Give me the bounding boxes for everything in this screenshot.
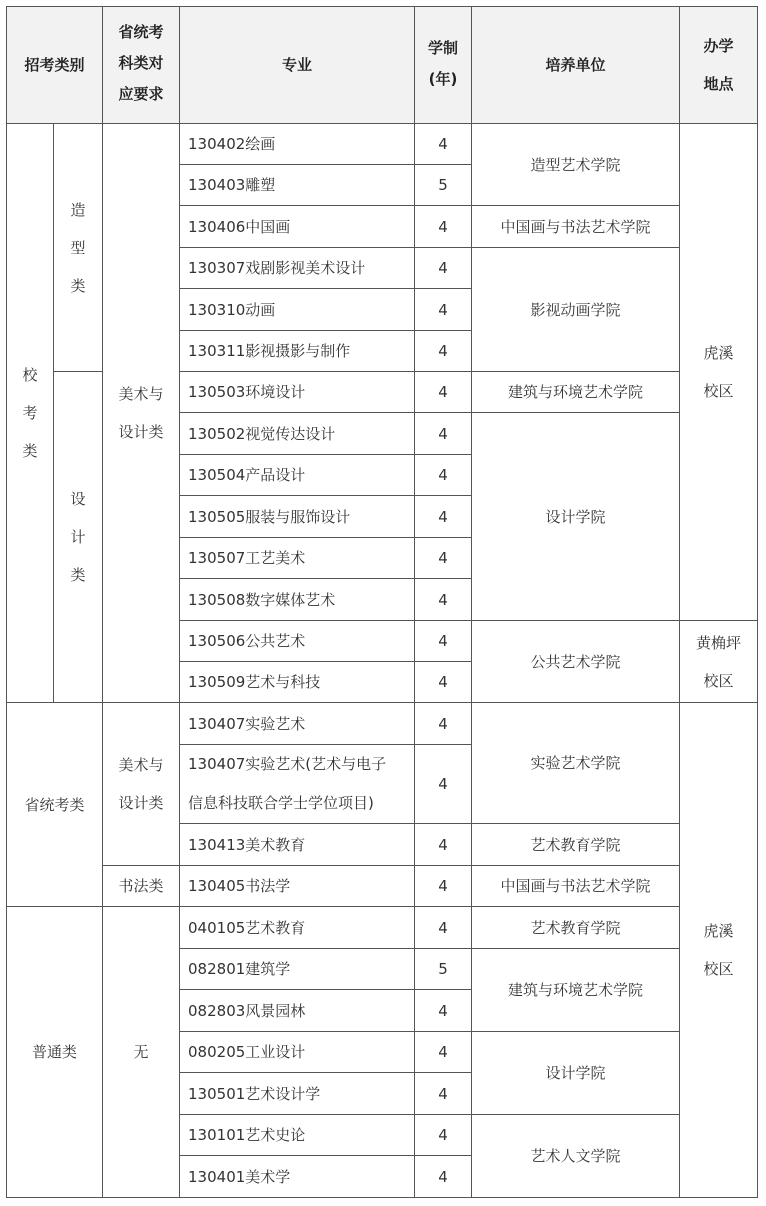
years-cell: 4 <box>415 331 472 372</box>
major-cell: 130405书法学 <box>180 866 415 907</box>
years-cell: 5 <box>415 165 472 206</box>
years-cell: 4 <box>415 703 472 745</box>
years-cell: 4 <box>415 1115 472 1156</box>
header-major: 专业 <box>180 7 415 124</box>
years-cell: 4 <box>415 662 472 703</box>
years-cell: 4 <box>415 538 472 579</box>
years-cell: 4 <box>415 990 472 1032</box>
years-cell: 4 <box>415 1032 472 1073</box>
group-general: 普通类 <box>7 907 103 1198</box>
major-cell: 130413美术教育 <box>180 824 415 866</box>
years-cell: 4 <box>415 455 472 496</box>
unit-cell: 造型艺术学院 <box>472 124 680 206</box>
unit-cell: 设计学院 <box>472 413 680 621</box>
unit-cell: 艺术教育学院 <box>472 907 680 949</box>
subgroup-design: 设 计 类 <box>54 372 103 703</box>
major-cell: 130402绘画 <box>180 124 415 165</box>
years-cell: 4 <box>415 496 472 538</box>
years-cell: 4 <box>415 413 472 455</box>
major-cell: 040105艺术教育 <box>180 907 415 949</box>
years-cell: 4 <box>415 1073 472 1115</box>
years-cell: 4 <box>415 824 472 866</box>
campus-huxi: 虎溪 校区 <box>680 124 758 621</box>
requirement-art-design: 美术与 设计类 <box>103 703 180 866</box>
admissions-table <box>6 6 758 1198</box>
requirement-calligraphy: 书法类 <box>103 866 180 907</box>
years-cell: 4 <box>415 907 472 949</box>
major-cell: 130101艺术史论 <box>180 1115 415 1156</box>
unit-cell: 影视动画学院 <box>472 248 680 372</box>
group-provincial: 省统考类 <box>7 703 103 907</box>
major-cell: 130407实验艺术 <box>180 703 415 745</box>
campus-huanggaoping: 黄桷坪 校区 <box>680 621 758 703</box>
campus-huxi: 虎溪 校区 <box>680 703 758 1198</box>
major-cell: 130509艺术与科技 <box>180 662 415 703</box>
requirement-none: 无 <box>103 907 180 1198</box>
unit-cell: 中国画与书法艺术学院 <box>472 206 680 248</box>
years-cell: 4 <box>415 124 472 165</box>
years-cell: 4 <box>415 745 472 824</box>
table-row <box>7 703 758 745</box>
header-unit: 培养单位 <box>472 7 680 124</box>
unit-cell: 建筑与环境艺术学院 <box>472 372 680 413</box>
unit-cell: 设计学院 <box>472 1032 680 1115</box>
unit-cell: 建筑与环境艺术学院 <box>472 949 680 1032</box>
years-cell: 4 <box>415 866 472 907</box>
header-duration: 学制 (年) <box>415 7 472 124</box>
years-cell: 4 <box>415 621 472 662</box>
header-requirement: 省统考 科类对 应要求 <box>103 7 180 124</box>
years-cell: 4 <box>415 579 472 621</box>
group-school-exam: 校 考 类 <box>7 124 54 703</box>
years-cell: 4 <box>415 372 472 413</box>
years-cell: 4 <box>415 289 472 331</box>
unit-cell: 实验艺术学院 <box>472 703 680 824</box>
major-cell: 080205工业设计 <box>180 1032 415 1073</box>
major-cell: 130403雕塑 <box>180 165 415 206</box>
major-cell: 130503环境设计 <box>180 372 415 413</box>
major-cell: 082801建筑学 <box>180 949 415 990</box>
header-campus: 办学 地点 <box>680 7 758 124</box>
unit-cell: 艺术教育学院 <box>472 824 680 866</box>
table-row <box>7 124 758 165</box>
years-cell: 4 <box>415 206 472 248</box>
major-cell: 082803风景园林 <box>180 990 415 1032</box>
major-cell: 130506公共艺术 <box>180 621 415 662</box>
header-row <box>7 7 758 124</box>
major-cell: 130407实验艺术(艺术与电子 信息科技联合学士学位项目) <box>180 745 415 824</box>
unit-cell: 公共艺术学院 <box>472 621 680 703</box>
major-cell: 130307戏剧影视美术设计 <box>180 248 415 289</box>
years-cell: 4 <box>415 1156 472 1198</box>
subgroup-modeling: 造 型 类 <box>54 124 103 372</box>
major-cell: 130401美术学 <box>180 1156 415 1198</box>
major-cell: 130507工艺美术 <box>180 538 415 579</box>
years-cell: 4 <box>415 248 472 289</box>
unit-cell: 艺术人文学院 <box>472 1115 680 1198</box>
major-cell: 130502视觉传达设计 <box>180 413 415 455</box>
header-category: 招考类别 <box>7 7 103 124</box>
table-row <box>7 866 758 907</box>
unit-cell: 中国画与书法艺术学院 <box>472 866 680 907</box>
table-row <box>7 907 758 949</box>
years-cell: 5 <box>415 949 472 990</box>
major-cell: 130406中国画 <box>180 206 415 248</box>
major-cell: 130505服装与服饰设计 <box>180 496 415 538</box>
major-cell: 130504产品设计 <box>180 455 415 496</box>
major-cell: 130501艺术设计学 <box>180 1073 415 1115</box>
major-cell: 130310动画 <box>180 289 415 331</box>
requirement-art-design: 美术与 设计类 <box>103 124 180 703</box>
major-cell: 130311影视摄影与制作 <box>180 331 415 372</box>
major-cell: 130508数字媒体艺术 <box>180 579 415 621</box>
